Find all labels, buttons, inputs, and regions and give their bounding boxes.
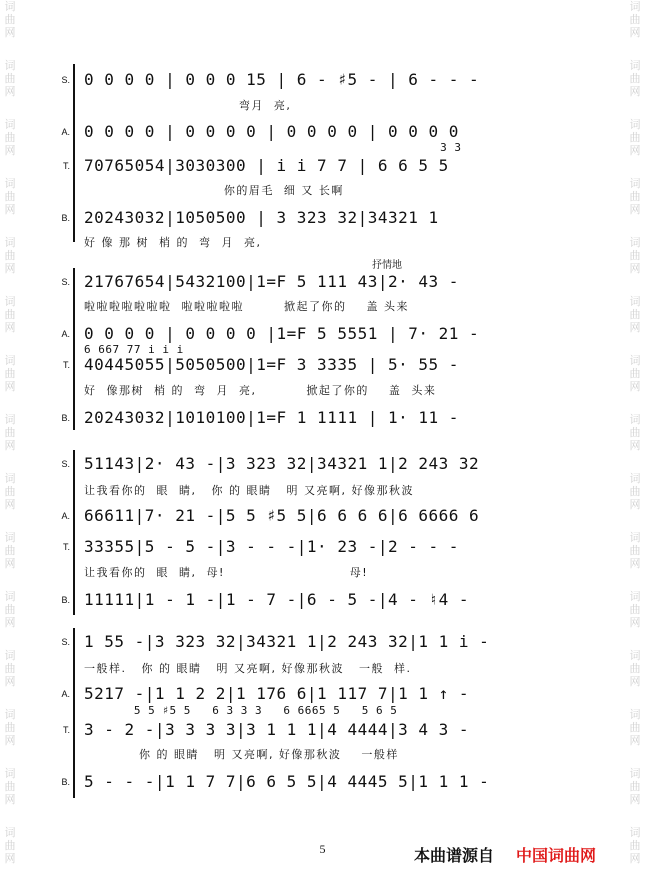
watermark-glyph: 词 [629,472,641,485]
notation: 40445055|5050500|1=F 3 3335 | 5· 55 - [84,355,459,374]
lyrics: 你 的 眼睛 明 又亮啊, 好像那秋波 一般样 [84,748,399,761]
watermark-glyph: 曲 [629,367,641,380]
watermark-glyph: 词 [629,59,641,72]
lyrics: 啦啦啦啦啦啦啦 啦啦啦啦啦 掀起了你的 盖 头来 [84,300,409,313]
watermark-glyph: 网 [4,85,16,98]
watermark-glyph: 词 [4,590,16,603]
lyrics: 好 像 那 树 梢 的 弯 月 亮, [84,236,262,249]
watermark-glyph: 词 [4,295,16,308]
watermark-glyph: 网 [4,616,16,629]
voice-line-tenor [0,720,645,742]
part-label: B. [61,777,70,787]
watermark-glyph: 词 [629,354,641,367]
voice-line-alto [0,506,645,528]
watermark-glyph: 词 [4,472,16,485]
watermark-glyph: 词 [4,531,16,544]
watermark-glyph: 曲 [4,190,16,203]
watermark-glyph: 词 [629,649,641,662]
watermark-glyph: 网 [629,557,641,570]
part-label: S. [61,637,70,647]
watermark-glyph: 网 [629,734,641,747]
site-name-link[interactable]: 中国词曲网 [516,846,597,865]
notation: 70765054|3030300 | i i 7 7 | 6 6 5 5 [84,156,449,175]
lower-notes: 3 3 [84,141,462,154]
part-label: S. [61,459,70,469]
watermark-glyph: 词 [4,413,16,426]
score-system-2 [0,256,645,436]
voice-line-soprano [0,454,645,476]
source-label: 本曲谱源自 [414,846,495,865]
part-label: B. [61,213,70,223]
notation: 5 - - -|1 1 7 7|6 6 5 5|4 4445 5|1 1 1 - [84,772,490,791]
watermark-glyph: 网 [4,144,16,157]
watermark-glyph: 词 [4,354,16,367]
watermark-glyph: 网 [4,26,16,39]
watermark-glyph: 词 [4,236,16,249]
watermark-glyph: 词 [629,590,641,603]
lyrics: 一般样. 你 的 眼睛 明 又亮啊, 好像那秋波 一般 样. [84,662,412,675]
lyrics: 你的眉毛 细 又 长啊 [84,184,344,197]
watermark-glyph: 网 [629,380,641,393]
watermark-glyph: 曲 [629,662,641,675]
watermark-glyph: 词 [4,826,16,839]
watermark-glyph: 词 [4,118,16,131]
watermark-glyph: 网 [4,557,16,570]
part-label: B. [61,595,70,605]
notation: 66611|7· 21 -|5 5 ♯5 5|6 6 6 6|6 6666 6 [84,506,480,525]
watermark-glyph: 词 [629,767,641,780]
watermark-glyph: 网 [4,793,16,806]
notation: 5217 -|1 1 2 2|1 176 6|1 117 7|1 1 ↑ - [84,684,470,703]
score-system-4 [0,628,645,803]
voice-line-bass [0,772,645,794]
watermark-glyph: 词 [4,767,16,780]
lyrics: 让我看你的 眼 睛, 母! 母! [84,566,369,579]
watermark-glyph: 网 [629,852,641,865]
watermark-glyph: 曲 [629,780,641,793]
watermark-glyph: 网 [4,262,16,275]
voice-line-bass [0,208,645,230]
watermark-glyph: 网 [629,793,641,806]
voice-line-soprano [0,272,645,294]
watermark-glyph: 词 [629,708,641,721]
voice-line-soprano [0,632,645,654]
voice-line-soprano [0,70,645,92]
notation: 0 0 0 0 | 0 0 0 0 | 0 0 0 0 | 0 0 0 0 [84,122,459,141]
part-label: T. [62,360,70,370]
watermark-glyph: 网 [4,321,16,334]
watermark-glyph: 网 [629,498,641,511]
watermark-glyph: 曲 [4,662,16,675]
part-label: S. [61,75,70,85]
notation: 11111|1 - 1 -|1 - 7 -|6 - 5 -|4 - ♮4 - [84,590,470,609]
notation: 51143|2· 43 -|3 323 32|34321 1|2 243 32 [84,454,480,473]
part-label: T. [62,161,70,171]
watermark-glyph: 曲 [629,190,641,203]
watermark-glyph: 词 [4,59,16,72]
watermark-glyph: 曲 [4,13,16,26]
watermark-glyph: 曲 [4,72,16,85]
watermark-glyph: 网 [629,439,641,452]
watermark-glyph: 曲 [4,780,16,793]
notation: 3 - 2 -|3 3 3 3|3 1 1 1|4 4444|3 4 3 - [84,720,470,739]
lyrics: 好 像那树 梢 的 弯 月 亮, 掀起了你的 盖 头来 [84,384,437,397]
watermark-glyph: 网 [629,26,641,39]
lower-notes: 6 667 77 i i i [84,343,184,356]
part-label: B. [61,413,70,423]
watermark-glyph: 网 [629,262,641,275]
watermark-glyph: 曲 [629,721,641,734]
watermark-glyph: 曲 [4,485,16,498]
notation: 20243032|1050500 | 3 323 32|34321 1 [84,208,439,227]
watermark-glyph: 网 [4,852,16,865]
part-label: T. [62,725,70,735]
part-label: A. [61,689,70,699]
part-label: T. [62,542,70,552]
page-number: 5 [319,842,326,856]
voice-line-alto [0,684,645,706]
watermark-glyph: 词 [629,118,641,131]
watermark-glyph: 词 [629,295,641,308]
voice-line-bass [0,590,645,612]
expression-mark: 抒情地 [372,260,402,271]
watermark-glyph: 词 [4,177,16,190]
watermark-glyph: 网 [4,203,16,216]
watermark-glyph: 曲 [4,131,16,144]
watermark-glyph: 网 [629,203,641,216]
voice-line-tenor [0,156,645,178]
notation: 21767654|5432100|1=F 5 111 43|2· 43 - [84,272,459,291]
watermark-glyph: 词 [629,826,641,839]
voice-line-tenor [0,355,645,377]
watermark-glyph: 网 [629,675,641,688]
watermark-glyph: 曲 [629,485,641,498]
watermark-glyph: 词 [629,413,641,426]
watermark-glyph: 词 [4,649,16,662]
part-label: A. [61,127,70,137]
score-system-1 [0,64,645,254]
part-label: S. [61,277,70,287]
watermark-glyph: 网 [4,380,16,393]
watermark-glyph: 曲 [4,308,16,321]
part-label: A. [61,329,70,339]
watermark-glyph: 网 [4,734,16,747]
watermark-glyph: 网 [4,439,16,452]
watermark-glyph: 曲 [629,544,641,557]
watermark-glyph: 曲 [4,367,16,380]
watermark-glyph: 曲 [629,308,641,321]
watermark-glyph: 网 [629,321,641,334]
watermark-glyph: 词 [4,708,16,721]
watermark-glyph: 曲 [4,544,16,557]
voice-line-bass [0,408,645,430]
notation: 0 0 0 0 | 0 0 0 15 | 6 - ♯5 - | 6 - - - [84,70,480,89]
watermark-glyph: 曲 [4,603,16,616]
lyrics: 让我看你的 眼 睛, 你 的 眼睛 明 又亮啊, 好像那秋波 [84,484,414,497]
watermark-glyph: 网 [4,498,16,511]
notation: 0 0 0 0 | 0 0 0 0 |1=F 5 5551 | 7· 21 - [84,324,480,343]
watermark-glyph: 曲 [4,426,16,439]
watermark-glyph: 词 [4,0,16,13]
lyrics: 弯月 亮, [84,99,292,112]
watermark-glyph: 曲 [4,839,16,852]
notation: 20243032|1010100|1=F 1 1111 | 1· 11 - [84,408,459,427]
watermark-glyph: 曲 [629,72,641,85]
watermark-glyph: 曲 [629,13,641,26]
watermark-glyph: 曲 [4,721,16,734]
score-system-3 [0,450,645,620]
watermark-glyph: 曲 [629,839,641,852]
watermark-glyph: 网 [629,616,641,629]
watermark-glyph: 曲 [4,249,16,262]
watermark-glyph: 词 [629,177,641,190]
watermark-glyph: 曲 [629,603,641,616]
watermark-glyph: 网 [629,85,641,98]
watermark-glyph: 词 [629,0,641,13]
part-label: A. [61,511,70,521]
source-footer [414,843,596,866]
watermark-glyph: 词 [629,531,641,544]
lower-notes: 5 5 ♯5 5 6 3 3 3 6 6665 5 5 6 5 [84,704,398,717]
notation: 33355|5 - 5 -|3 - - -|1· 23 -|2 - - - [84,537,459,556]
watermark-glyph: 网 [4,675,16,688]
notation: 1 55 -|3 323 32|34321 1|2 243 32|1 1 i - [84,632,490,651]
watermark-glyph: 曲 [629,249,641,262]
watermark-glyph: 词 [629,236,641,249]
watermark-glyph: 曲 [629,131,641,144]
watermark-glyph: 网 [629,144,641,157]
voice-line-tenor [0,537,645,559]
watermark-glyph: 曲 [629,426,641,439]
